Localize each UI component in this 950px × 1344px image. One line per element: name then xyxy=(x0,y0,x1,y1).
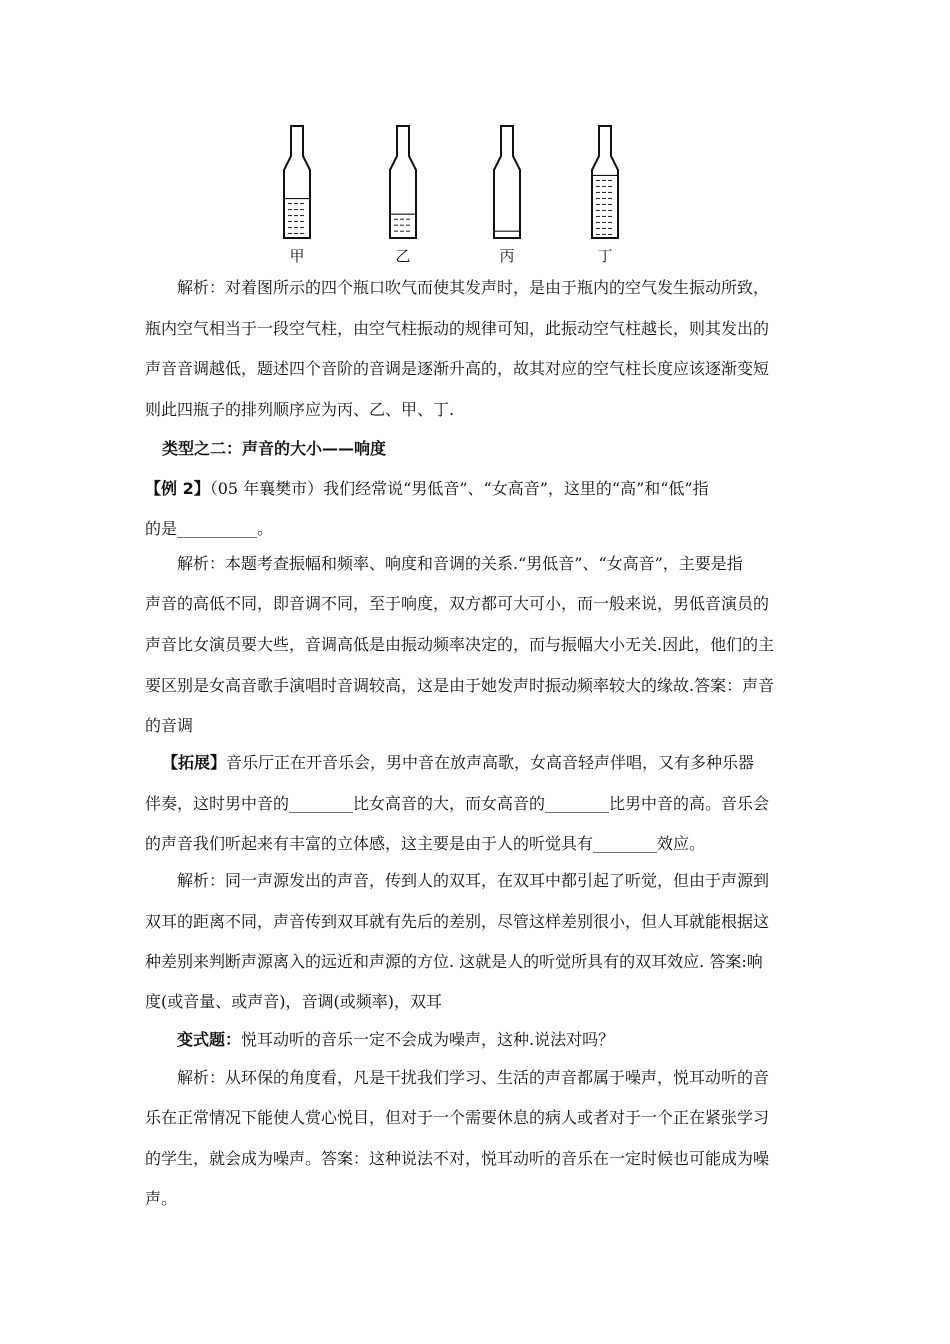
bottle-label-4: 丁 xyxy=(597,247,613,265)
bottle-water-2 xyxy=(390,214,416,231)
analysis-2-line-2: 声音的高低不同，即音调不同，至于响度，双方都可大可小，而一般来说，男低音演员的 xyxy=(145,594,770,613)
analysis-1-line-2: 瓶内空气相当于一段空气柱，由空气柱振动的规律可知，此振动空气柱越长，则其发出的 xyxy=(145,319,770,338)
analysis-4-line-2: 乐在正常情况下能使人赏心悦目，但对于一个需要休息的病人或者对于一个正在紧张学习 xyxy=(145,1108,770,1127)
analysis-4-line-1: 解析：从环保的角度看，凡是干扰我们学习、生活的声音都属于噪声，悦耳动听的音 xyxy=(177,1068,770,1087)
bottle-3 xyxy=(494,126,520,265)
section-heading-loudness: 类型之二：声音的大小——响度 xyxy=(162,439,387,458)
bottle-2 xyxy=(390,126,416,265)
analysis-2-line-5: 的音调 xyxy=(145,716,194,735)
example-2-line-1 xyxy=(145,478,709,500)
analysis-4-line-3: 的学生，就会成为噪声。答案：这种说法不对，悦耳动听的音乐在一定时候也可能成为噪 xyxy=(145,1149,770,1168)
bottle-label-3: 丙 xyxy=(499,247,515,265)
extension-question: 音乐厅正在开音乐会，男中音在放声高歌，女高音轻声伴唱，又有多种乐器 xyxy=(226,753,755,772)
analysis-3-line-2: 双耳的距离不同，声音传到双耳就有先后的差别，尽管这样差别很小，但人耳就能根据这 xyxy=(145,912,770,931)
bottle-outline-3 xyxy=(494,126,520,238)
analysis-3-line-1: 解析：同一声源发出的声音，传到人的双耳，在双耳中都引起了听觉，但由于声源到 xyxy=(177,871,770,890)
extension-line-3: 的声音我们听起来有丰富的立体感，这主要是由于人的听觉具有________效应。 xyxy=(145,834,706,853)
analysis-3-line-3: 种差别来判断声源离入的远近和声源的方位. 这就是人的听觉所具有的双耳效应. 答案:响 xyxy=(145,952,763,971)
bottle-outline-4 xyxy=(592,126,618,238)
bottle-water-1 xyxy=(284,199,310,234)
bottle-1 xyxy=(284,126,310,265)
bottle-outline-2 xyxy=(390,126,416,238)
analysis-3-line-4: 度(或音量、或声音)，音调(或频率)，双耳 xyxy=(145,992,442,1011)
example-2-line-2: 的是__________。 xyxy=(145,519,274,538)
bottle-4 xyxy=(592,126,618,265)
analysis-4-line-4: 声。 xyxy=(145,1189,178,1208)
example-2-label: 【例 2】 xyxy=(145,479,210,498)
analysis-1-line-3: 声音音调越低，题述四个音阶的音调是逐渐升高的，故其对应的空气柱长度应该逐渐变短 xyxy=(145,359,770,378)
bottle-water-4 xyxy=(592,175,618,234)
example-2-question: （05 年襄樊市）我们经常说“男低音”、“女高音”，这里的“高”和“低”指 xyxy=(209,479,709,498)
analysis-2-line-3: 声音比女演员要大些，音调高低是由振动频率决定的，而与振幅大小无关.因此，他们的主 xyxy=(145,635,775,654)
bottles-diagram xyxy=(270,118,630,268)
bottle-label-2: 乙 xyxy=(395,247,411,265)
analysis-1-line-1: 解析：对着图所示的四个瓶口吹气而使其发声时，是由于瓶内的空气发生振动所致， xyxy=(177,278,770,297)
bottle-label-1: 甲 xyxy=(289,247,305,265)
analysis-2-line-1: 解析：本题考查振幅和频率、响度和音调的关系.“男低音”、“女高音”，主要是指 xyxy=(177,554,743,573)
extension-label: 【拓展】 xyxy=(162,753,227,772)
variant-question: 悦耳动听的音乐一定不会成为噪声，这种.说法对吗？ xyxy=(241,1030,615,1049)
extension-line-2: 伴奏，这时男中音的________比女高音的大，而女高音的________比男中音的高。音乐会 xyxy=(145,794,770,813)
bottles-figure xyxy=(270,118,630,268)
analysis-2-line-4: 要区别是女高音歌手演唱时音调较高，这是由于她发声时振动频率较大的缘故.答案：声音 xyxy=(145,676,775,695)
analysis-1-line-4: 则此四瓶子的排列顺序应为丙、乙、甲、丁. xyxy=(145,400,455,419)
variant-label: 变式题： xyxy=(177,1030,242,1049)
variant-question-line xyxy=(177,1029,614,1051)
extension-line-1 xyxy=(162,752,754,774)
